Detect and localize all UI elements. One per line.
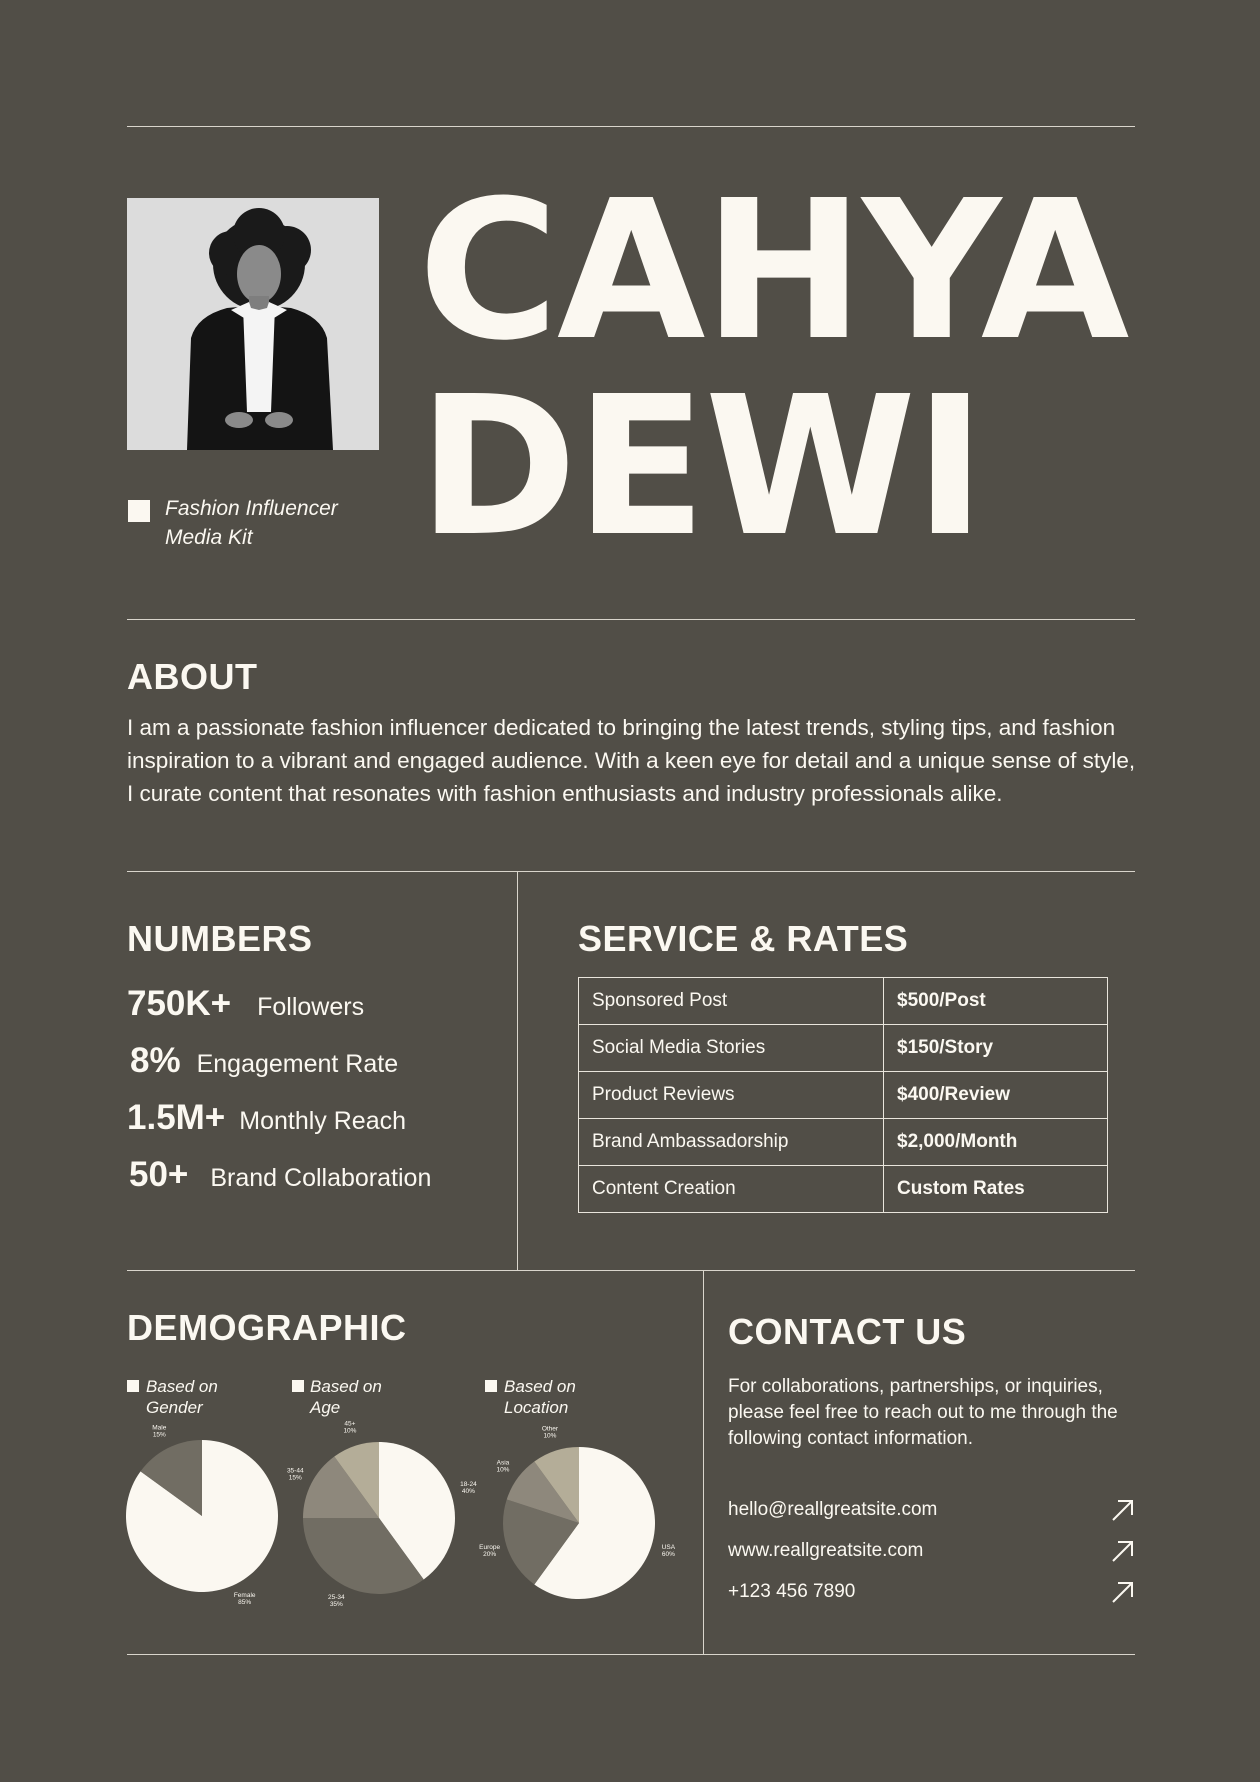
first-name: CAHYA xyxy=(418,160,1128,383)
stat-value: 50+ xyxy=(129,1155,189,1194)
label-line-2: Age xyxy=(310,1398,341,1417)
top-divider xyxy=(127,126,1135,127)
pie-label: USA 60% xyxy=(661,1544,676,1559)
table-row xyxy=(579,978,1108,1025)
numbers-rates-divider xyxy=(517,871,518,1270)
arrow-up-right-icon[interactable] xyxy=(1110,1538,1136,1564)
stat-value: 750K+ xyxy=(127,984,232,1023)
location-chart-label xyxy=(504,1376,576,1418)
table-row xyxy=(579,1119,1108,1166)
about-divider xyxy=(127,871,1135,872)
table-row xyxy=(579,1166,1108,1213)
table-row xyxy=(579,1025,1108,1072)
pie-label: 25-34 35% xyxy=(328,1593,345,1608)
price-cell: Custom Rates xyxy=(884,1166,1108,1213)
stat-value: 1.5M+ xyxy=(127,1098,226,1137)
service-cell: Content Creation xyxy=(579,1166,884,1213)
stat-reach xyxy=(127,1098,406,1138)
middle-divider xyxy=(127,1270,1135,1271)
location-bullet xyxy=(485,1380,497,1392)
about-title: ABOUT xyxy=(127,656,258,697)
profile-photo xyxy=(127,198,379,450)
gender-bullet xyxy=(127,1380,139,1392)
rates-table xyxy=(578,977,1108,1213)
age-bullet xyxy=(292,1380,304,1392)
stat-collaboration xyxy=(129,1155,431,1195)
header-divider xyxy=(127,619,1135,620)
service-cell: Social Media Stories xyxy=(579,1025,884,1072)
arrow-up-right-icon[interactable] xyxy=(1110,1497,1136,1523)
pie-label: 18-24 40% xyxy=(460,1480,477,1495)
service-cell: Product Reviews xyxy=(579,1072,884,1119)
pie-label: Female 85% xyxy=(233,1591,256,1606)
stat-engagement xyxy=(130,1041,398,1081)
pie-label: 45+ 10% xyxy=(343,1420,357,1435)
pie-label: Other 10% xyxy=(541,1425,559,1440)
gender-pie-chart xyxy=(126,1424,278,1606)
age-chart-label xyxy=(310,1376,382,1418)
price-cell: $500/Post xyxy=(884,978,1108,1025)
service-cell: Sponsored Post xyxy=(579,978,884,1025)
demo-contact-divider xyxy=(703,1270,704,1654)
stat-followers xyxy=(127,984,364,1024)
label-line-1: Based on xyxy=(310,1377,382,1396)
numbers-title: NUMBERS xyxy=(127,918,313,959)
stat-value: 8% xyxy=(130,1041,181,1080)
arrow-up-right-icon[interactable] xyxy=(1110,1579,1136,1605)
label-line-1: Based on xyxy=(146,1377,218,1396)
stat-label: Engagement Rate xyxy=(196,1050,399,1078)
media-kit-subtitle xyxy=(165,494,338,552)
demographic-title: DEMOGRAPHIC xyxy=(127,1307,407,1348)
gender-chart-label xyxy=(146,1376,218,1418)
age-pie-chart xyxy=(286,1420,477,1608)
pie-label: Male 15% xyxy=(152,1424,167,1439)
contact-text: For collaborations, partnerships, or inquiries, please feel free to reach out to me through the following contact information. xyxy=(728,1376,1118,1449)
pie-label: 35-44 15% xyxy=(286,1467,304,1482)
label-line-2: Gender xyxy=(146,1398,203,1417)
location-pie-chart xyxy=(479,1425,676,1604)
gender-pie-svg xyxy=(126,1424,278,1606)
stat-label: Followers xyxy=(257,993,365,1021)
service-cell: Brand Ambassadorship xyxy=(579,1119,884,1166)
location-pie-svg xyxy=(479,1425,676,1599)
price-cell: $400/Review xyxy=(884,1072,1108,1119)
price-cell: $150/Story xyxy=(884,1025,1108,1072)
last-name: DEWI xyxy=(418,356,984,579)
pie-label: Asia 10% xyxy=(496,1459,510,1474)
email-link[interactable]: hello@reallgreatsite.com xyxy=(728,1499,938,1520)
price-cell: $2,000/Month xyxy=(884,1119,1108,1166)
stat-label: Monthly Reach xyxy=(239,1107,406,1135)
website-link[interactable]: www.reallgreatsite.com xyxy=(728,1540,924,1561)
rates-title: SERVICE & RATES xyxy=(578,918,909,959)
subtitle-bullet xyxy=(128,500,150,522)
contact-title: CONTACT US xyxy=(728,1311,967,1352)
label-line-2: Location xyxy=(504,1398,569,1417)
pie-label: Europe 20% xyxy=(479,1544,501,1559)
stat-label: Brand Collaboration xyxy=(210,1164,432,1192)
about-text: I am a passionate fashion influencer dedicated to bringing the latest trends, styling tips, and fashion inspiration to a vibrant and engaged audience. With a keen eye for detail and a unique sense of style, I curate content that resonates with fashion enthusiasts and industry professionals alike. xyxy=(127,715,1136,806)
subtitle-line-2: Media Kit xyxy=(165,526,253,549)
subtitle-line-1: Fashion Influencer xyxy=(165,497,338,520)
bottom-divider xyxy=(127,1654,1135,1655)
table-row xyxy=(579,1072,1108,1119)
label-line-1: Based on xyxy=(504,1377,576,1396)
phone-link[interactable]: +123 456 7890 xyxy=(728,1581,856,1602)
age-pie-svg xyxy=(286,1420,477,1608)
